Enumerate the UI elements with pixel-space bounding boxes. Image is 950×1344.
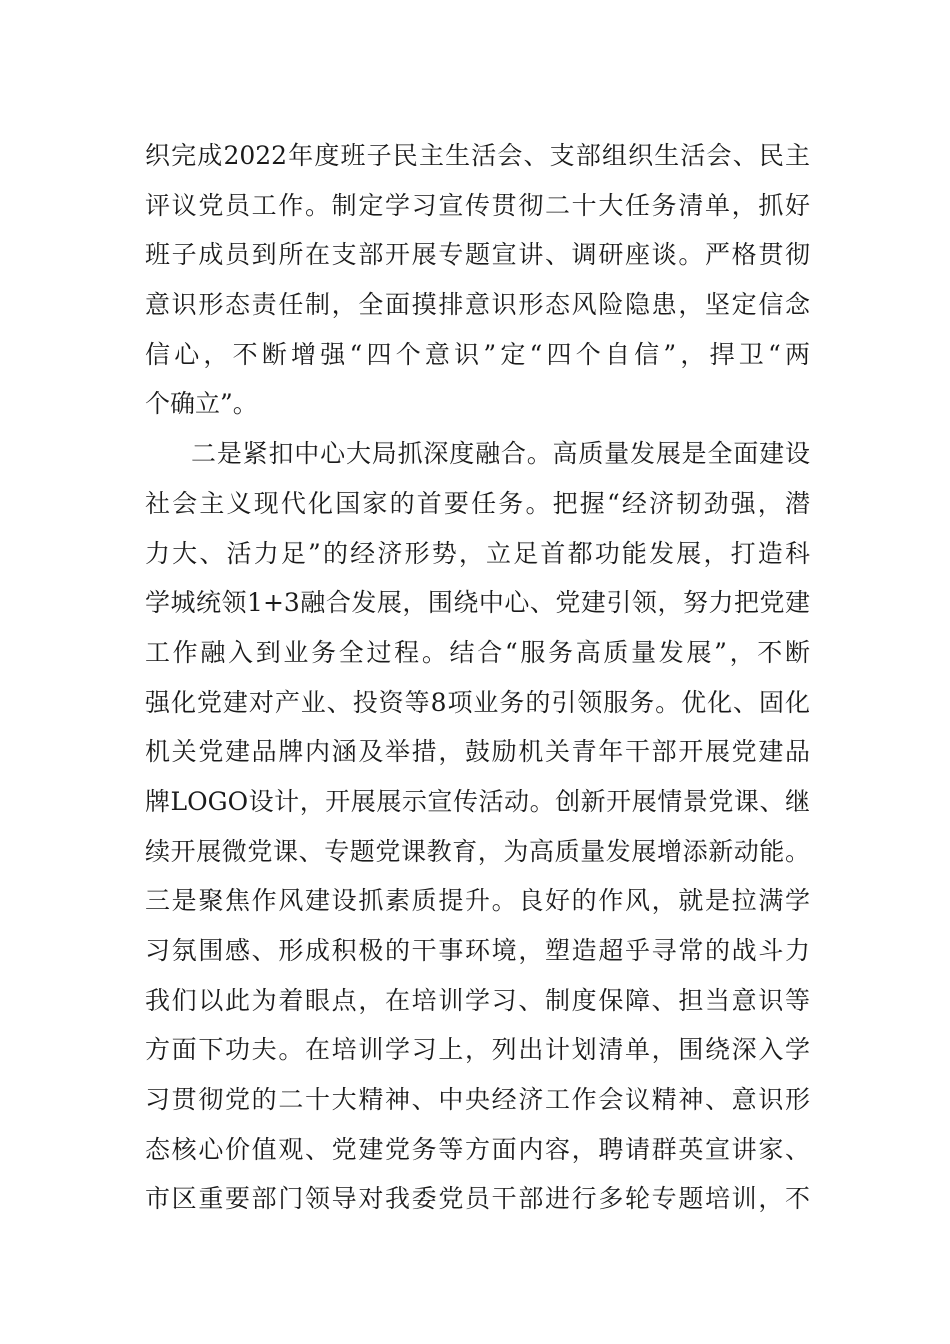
text-line: 织完成2022年度班子民主生活会、支部组织生活会、民主 xyxy=(145,141,810,170)
text-line: 力大、活力足”的经济形势，立足首都功能发展，打造科 xyxy=(145,538,810,568)
text-line: 社会主义现代化国家的首要任务。把握“经济韧劲强，潜 xyxy=(145,488,810,518)
text-line: 机关党建品牌内涵及举措，鼓励机关青年干部开展党建品 xyxy=(145,737,810,767)
text-line: 强化党建对产业、投资等8项业务的引领服务。优化、固化 xyxy=(145,687,810,717)
text-line: 意识形态责任制，全面摸排意识形态风险隐患，坚定信念 xyxy=(145,290,810,320)
body-text xyxy=(145,131,810,1224)
text-line: 牌LOGO设计，开展展示宣传活动。创新开展情景党课、继 xyxy=(145,786,810,816)
text-line: 个确立”。 xyxy=(145,389,258,419)
text-line: 工作融入到业务全过程。结合“服务高质量发展”，不断 xyxy=(145,637,810,667)
text-line: 班子成员到所在支部开展专题宣讲、调研座谈。严格贯彻 xyxy=(145,240,810,270)
text-line: 评议党员工作。制定学习宣传贯彻二十大任务清单，抓好 xyxy=(145,190,810,220)
text-line: 信心，不断增强“四个意识”定“四个自信”，捍卫“两 xyxy=(145,339,810,369)
text-line: 我们以此为着眼点，在培训学习、制度保障、担当意识等 xyxy=(145,985,810,1015)
text-line: 学城统领1+3融合发展，围绕中心、党建引领，努力把党建 xyxy=(145,588,810,618)
text-line: 态核心价值观、党建党务等方面内容，聘请群英宣讲家、 xyxy=(145,1134,810,1164)
paragraph-start-line: 三是聚焦作风建设抓素质提升。良好的作风，就是拉满学 xyxy=(145,886,810,916)
text-line: 习贯彻党的二十大精神、中央经济工作会议精神、意识形 xyxy=(145,1085,810,1115)
text-line: 方面下功夫。在培训学习上，列出计划清单，围绕深入学 xyxy=(145,1035,810,1065)
text-line: 市区重要部门领导对我委党员干部进行多轮专题培训，不 xyxy=(145,1184,810,1214)
paragraph-start-line: 二是紧扣中心大局抓深度融合。高质量发展是全面建设 xyxy=(191,439,810,469)
text-line: 续开展微党课、专题党课教育，为高质量发展增添新动能。 xyxy=(145,836,810,866)
text-line: 习氛围感、形成积极的干事环境，塑造超乎寻常的战斗力 xyxy=(145,936,810,965)
